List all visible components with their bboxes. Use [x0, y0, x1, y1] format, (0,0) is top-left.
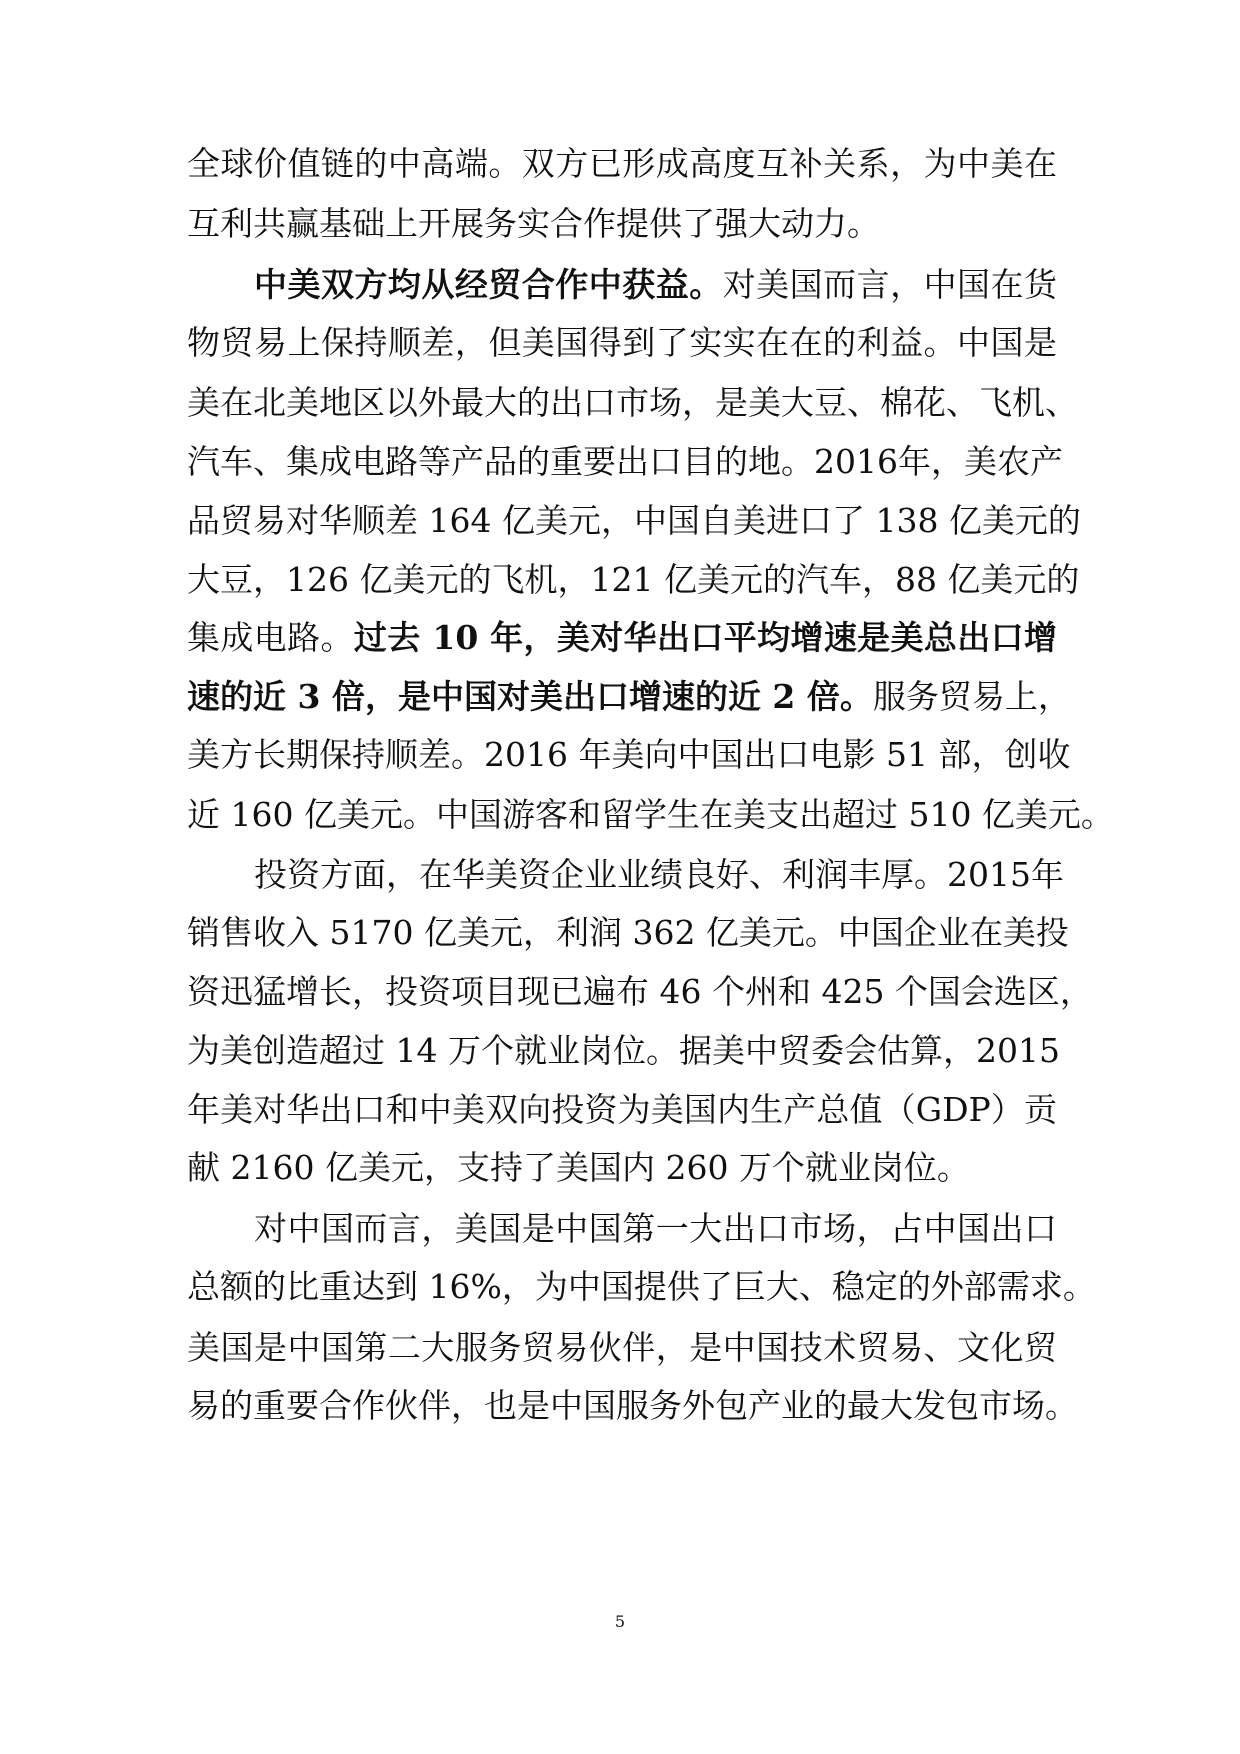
text-line [187, 618, 1057, 658]
page-number: 5 [614, 1612, 626, 1631]
text-span: 服务贸易上， [872, 677, 1071, 716]
text-line: 全球价值链的中高端。双方已形成高度互补关系，为中美在 [187, 144, 1057, 183]
text-line: 为美创造超过 14 万个就业岗位。据美中贸委会估算，2015 [187, 1031, 1060, 1070]
text-line: 美国是中国第二大服务贸易伙伴，是中国技术贸易、文化贸 [187, 1328, 1057, 1367]
text-line: 总额的比重达到 16%，为中国提供了巨大、稳定的外部需求。 [187, 1267, 1096, 1306]
text-line: 资迅猛增长，投资项目现已遍布 46 个州和 425 个国会选区， [187, 972, 1093, 1011]
bold-text-span: 速的近 3 倍，是中国对美出口增速的近 2 倍。 [187, 677, 873, 716]
text-line [187, 677, 1071, 717]
text-line: 品贸易对华顺差 164 亿美元，中国自美进口了 138 亿美元的 [187, 501, 1081, 540]
text-span: 对美国而言，中国在货 [722, 265, 1058, 304]
text-line: 易的重要合作伙伴，也是中国服务外包产业的最大发包市场。 [187, 1386, 1078, 1425]
text-line: 美方长期保持顺差。2016 年美向中国出口电影 51 部，创收 [187, 735, 1071, 774]
text-line: 物贸易上保持顺差，但美国得到了实实在在的利益。中国是 [187, 323, 1057, 362]
text-line: 献 2160 亿美元，支持了美国内 260 万个就业岗位。 [187, 1148, 970, 1187]
text-line: 对中国而言，美国是中国第一大出口市场，占中国出口 [254, 1209, 1057, 1248]
bold-text-span: 过去 10 年，美对华出口平均增速是美总出口增 [353, 618, 1058, 657]
text-line [254, 265, 1057, 305]
text-line: 互利共赢基础上开展务实合作提供了强大动力。 [187, 204, 880, 243]
text-line: 销售收入 5170 亿美元，利润 362 亿美元。中国企业在美投 [187, 913, 1069, 952]
text-line: 大豆，126 亿美元的飞机，121 亿美元的汽车，88 亿美元的 [187, 560, 1080, 599]
text-span: 集成电路。 [187, 618, 354, 657]
text-line: 汽车、集成电路等产品的重要出口目的地。2016年，美农产 [187, 442, 1063, 481]
bold-heading-phrase: 中美双方均从经贸合作中获益。 [254, 265, 723, 304]
text-line: 美在北美地区以外最大的出口市场，是美大豆、棉花、飞机、 [187, 383, 1078, 422]
text-line: 近 160 亿美元。中国游客和留学生在美支出超过 510 亿美元。 [187, 795, 1114, 834]
text-line: 年美对华出口和中美双向投资为美国内生产总值（GDP）贡 [187, 1090, 1057, 1129]
text-line: 投资方面，在华美资企业业绩良好、利润丰厚。2015年 [254, 855, 1064, 894]
